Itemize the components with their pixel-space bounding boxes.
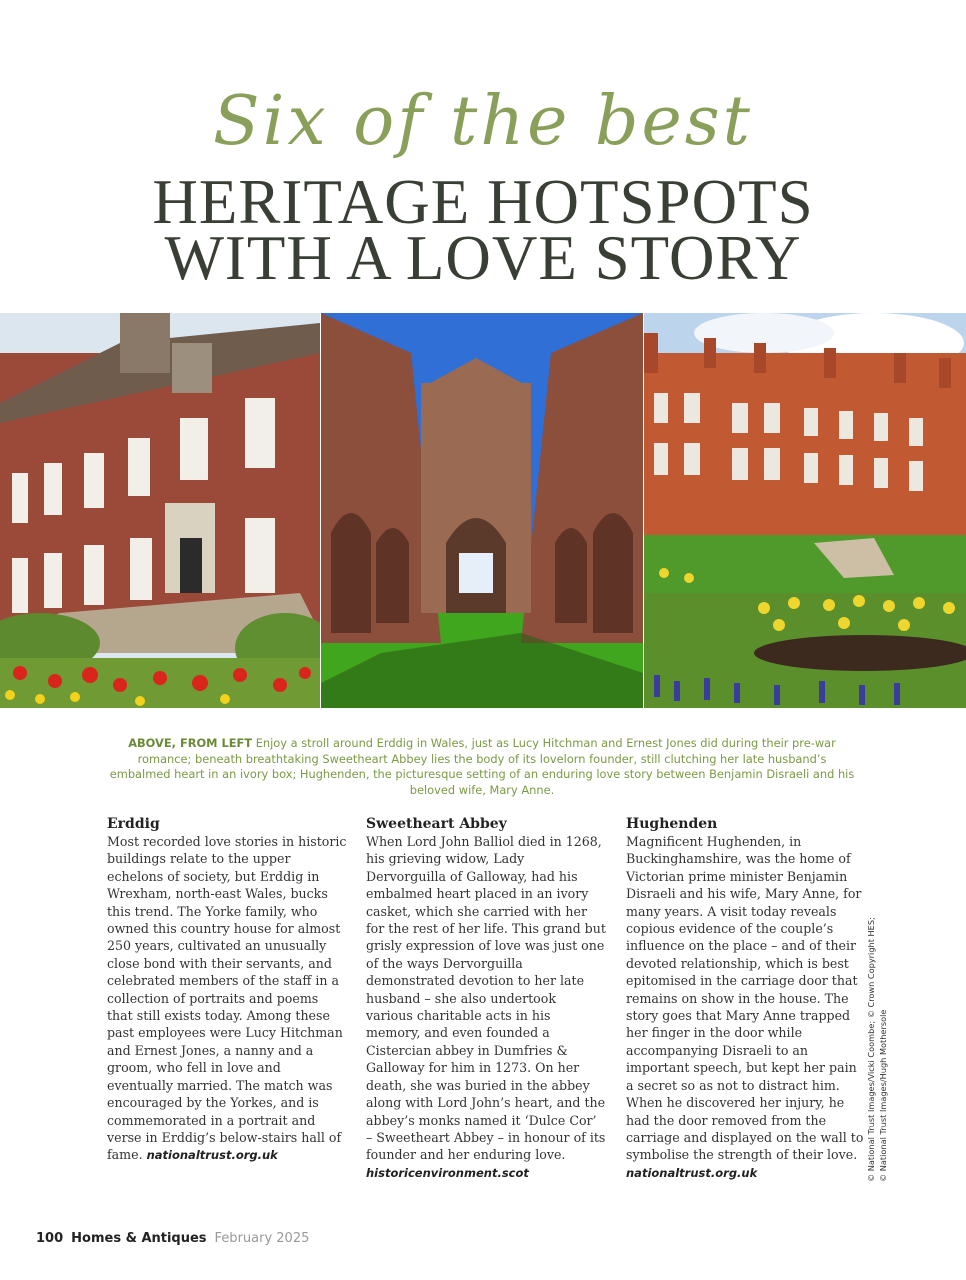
caption-text: Enjoy a stroll around Erddig in Wales, just as Lucy Hitchman and Ernest Jones did during their pre-war romance; beneath breathtaking Sweetheart Abbey lies the body of its lovelorn founder, still clutching her late husband’s embalmed heart in an ivory box; Hughenden, the picturesque setting of an enduring love story between Benjamin Disraeli and his beloved wife, Mary Anne. <box>109 736 855 797</box>
article-sweetheart-abbey <box>366 815 606 1182</box>
page-number: 100 <box>36 1231 64 1246</box>
photo-credits <box>865 917 889 1182</box>
article-link[interactable]: nationaltrust.org.uk <box>626 1165 758 1180</box>
headline-line-1: HERITAGE HOTSPOTS <box>152 167 814 237</box>
script-title: Six of the best <box>213 82 753 161</box>
page-footer <box>36 1231 309 1246</box>
article-body: When Lord John Balliol died in 1268, his grieving widow, Lady Dervorguilla of Galloway, had his embalmed heart placed in an ivory casket, which she carried with her for the rest of her life. This grand but grisly expression of love was just one of the ways Dervorguilla demonstrated devotion to her late husband – she also undertook various charitable acts in his memory, and even founded a Cistercian abbey in Dumfries & Galloway for him in 1273. On her death, she was buried in the abbey along with Lord John’s heart, and the abbey’s monks named it ‘Dulce Cor’ – Sweetheart Abbey – in honour of its founder and her enduring love. <box>366 834 606 1163</box>
headline-line-2: WITH A LOVE STORY <box>164 223 802 293</box>
article-erddig <box>107 815 347 1165</box>
article-heading: Hughenden <box>626 816 718 832</box>
credit-line-1: © National Trust Images/Vicki Coombe; © Crown Copyright HES; <box>866 917 876 1182</box>
magazine-name: Homes & Antiques <box>71 1231 207 1246</box>
photo-sweetheart-abbey <box>321 313 643 708</box>
article-body: Magnificent Hughenden, in Buckinghamshire, was the home of Victorian prime minister Benjamin Disraeli and his wife, Mary Anne, for many years. A visit today reveals copious evidence of the couple’s influence on the place – and of their devoted relationship, which is best epitomised in the carriage door that remains on show in the house. The story goes that Mary Anne trapped her finger in the door while accompanying Disraeli to an important speech, but kept her pain a secret so as not to distract him. When he discovered her injury, he had the door removed from the carriage and displayed on the wall to symbolise the strength of their love. <box>626 834 864 1163</box>
article-heading: Erddig <box>107 816 160 832</box>
caption-lead: ABOVE, FROM LEFT <box>128 736 253 750</box>
article-link[interactable]: nationaltrust.org.uk <box>146 1148 278 1163</box>
issue-date: February 2025 <box>214 1231 310 1246</box>
photo-caption <box>106 736 858 798</box>
credit-line-2: © National Trust Images/Hugh Mothersole <box>878 1009 888 1182</box>
article-heading: Sweetheart Abbey <box>366 816 507 832</box>
article-hughenden <box>626 815 866 1182</box>
photo-erddig <box>0 313 320 708</box>
article-body: Most recorded love stories in historic buildings relate to the upper echelons of society, but Erddig in Wrexham, north-east Wales, bucks this trend. The Yorke family, who owned this country house for almost 250 years, cultivated an unusually close bond with their servants, and celebrated members of the staff in a collection of portraits and poems that still exists today. Among these past employees were Lucy Hitchman and Ernest Jones, a nanny and a groom, who fell in love and eventually married. The match was encouraged by the Yorkes, and is commemorated in a portrait and verse in Erddig’s below-stairs hall of fame. <box>107 834 347 1163</box>
photo-strip <box>0 313 966 708</box>
article-link[interactable]: historicenvironment.scot <box>366 1165 529 1180</box>
photo-hughenden <box>644 313 966 708</box>
